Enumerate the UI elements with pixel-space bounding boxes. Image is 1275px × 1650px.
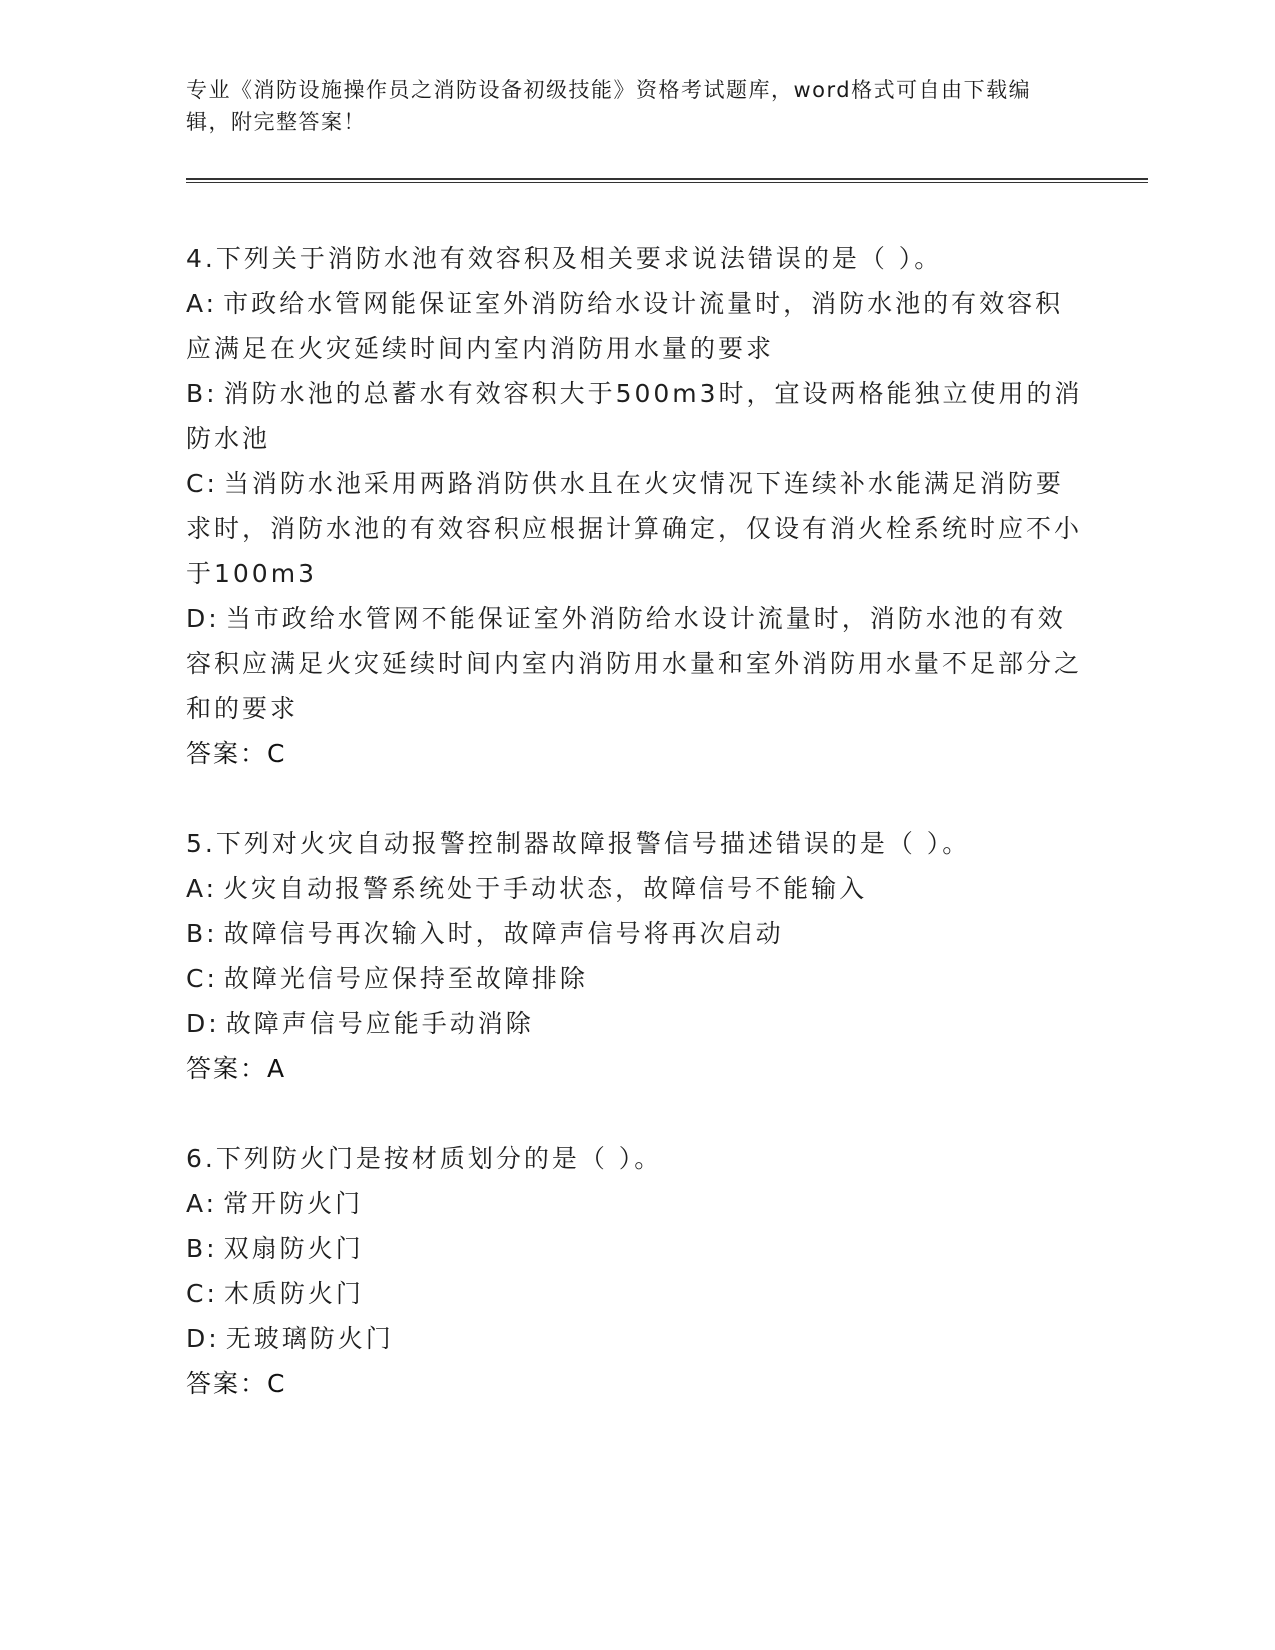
option-letter: B: — [186, 379, 218, 408]
option-text: 常开防火门 — [223, 1189, 364, 1218]
option-text: 市政给水管网能保证室外消防给水设计流量时，消防水池的有效容积应满足在火灾延续时间内室内消防用水量的要求 — [186, 289, 1064, 363]
option-letter: B: — [186, 919, 218, 948]
option-text: 当市政给水管网不能保证室外消防给水设计流量时，消防水池的有效容积应满足火灾延续时间内室内消防用水量和室外消防用水量不足部分之和的要求 — [186, 604, 1083, 723]
question-stem: 6.下列防火门是按材质划分的是（ ）。 — [186, 1144, 663, 1173]
header-divider — [186, 178, 1148, 183]
option-b — [186, 911, 1086, 956]
question-4 — [186, 236, 1086, 777]
option-letter: A: — [186, 289, 218, 318]
option-b — [186, 371, 1086, 461]
option-c — [186, 461, 1086, 596]
option-letter: C: — [186, 964, 218, 993]
question-list — [186, 236, 1086, 1451]
question-6 — [186, 1136, 1086, 1407]
answer-line: 答案：A — [186, 1054, 287, 1083]
document-header: 专业《消防设施操作员之消防设备初级技能》资格考试题库，word格式可自由下载编辑，附完整答案！ — [186, 78, 1032, 134]
option-text: 当消防水池采用两路消防供水且在火灾情况下连续补水能满足消防要求时，消防水池的有效容积应根据计算确定，仅设有消火栓系统时应不小于100m3 — [186, 469, 1083, 588]
question-stem: 5.下列对火灾自动报警控制器故障报警信号描述错误的是（ ）。 — [186, 829, 971, 858]
option-d — [186, 1316, 1086, 1361]
option-letter: A: — [186, 874, 218, 903]
option-text: 双扇防火门 — [223, 1234, 364, 1263]
option-c — [186, 1271, 1086, 1316]
option-d — [186, 1001, 1086, 1046]
option-letter: C: — [186, 1279, 218, 1308]
option-letter: D: — [186, 1324, 220, 1353]
option-letter: B: — [186, 1234, 218, 1263]
option-text: 木质防火门 — [223, 1279, 364, 1308]
answer-line: 答案：C — [186, 1369, 287, 1398]
option-letter: C: — [186, 469, 218, 498]
option-text: 消防水池的总蓄水有效容积大于500m3时，宜设两格能独立使用的消防水池 — [186, 379, 1083, 453]
option-letter: D: — [186, 1009, 220, 1038]
option-text: 火灾自动报警系统处于手动状态，故障信号不能输入 — [223, 874, 868, 903]
option-text: 故障光信号应保持至故障排除 — [223, 964, 588, 993]
option-text: 无玻璃防火门 — [225, 1324, 394, 1353]
option-letter: A: — [186, 1189, 218, 1218]
option-a — [186, 866, 1086, 911]
question-5 — [186, 821, 1086, 1092]
option-a — [186, 1181, 1086, 1226]
option-d — [186, 596, 1086, 731]
answer-line: 答案：C — [186, 739, 287, 768]
option-b — [186, 1226, 1086, 1271]
option-c — [186, 956, 1086, 1001]
option-letter: D: — [186, 604, 220, 633]
option-a — [186, 281, 1086, 371]
question-stem: 4.下列关于消防水池有效容积及相关要求说法错误的是（ ）。 — [186, 244, 943, 273]
option-text: 故障声信号应能手动消除 — [225, 1009, 534, 1038]
option-text: 故障信号再次输入时，故障声信号将再次启动 — [223, 919, 784, 948]
